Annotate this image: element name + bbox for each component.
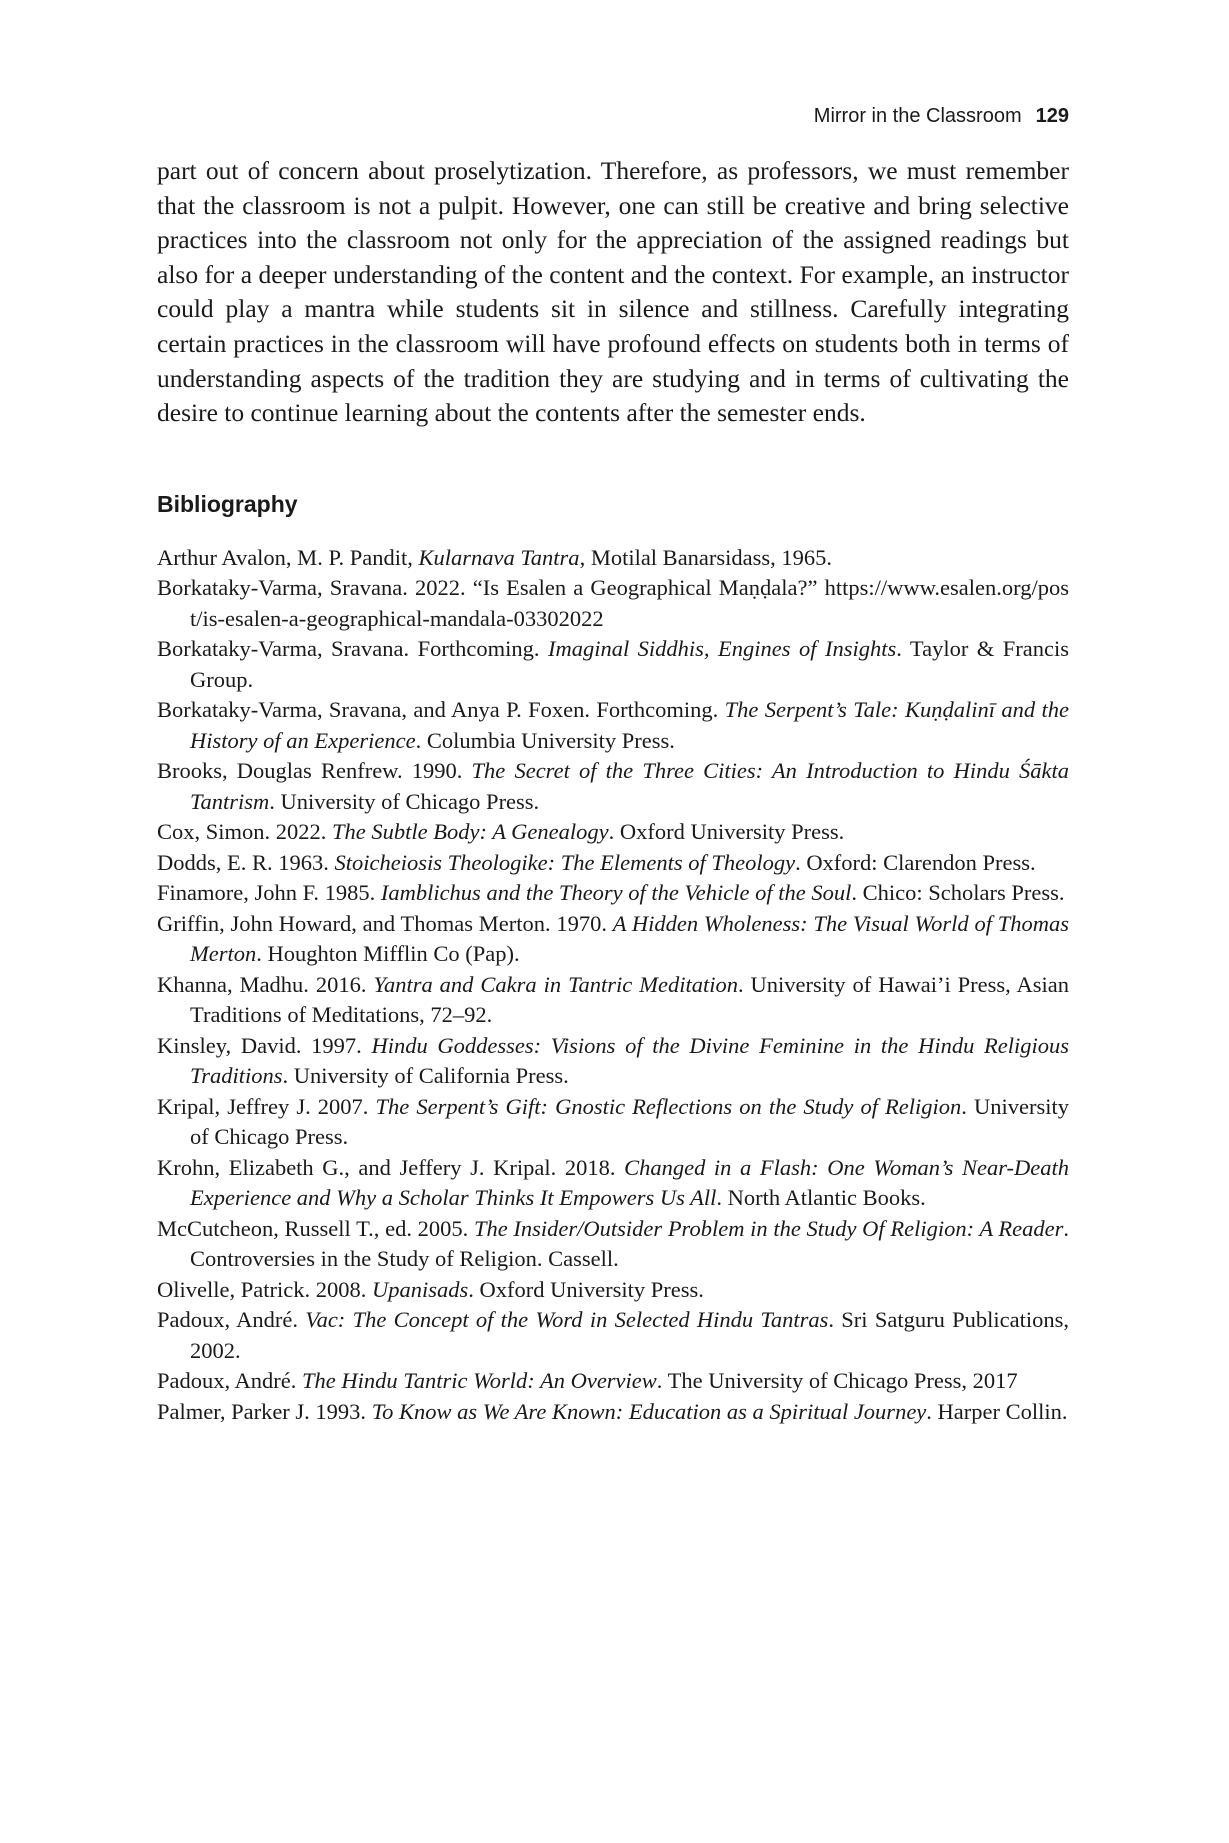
bibliography-entry: Dodds, E. R. 1963. Stoicheiosis Theologike: The Elements of Theology. Oxford: Clarendon Press. bbox=[157, 849, 1036, 875]
bibliography-entry: Brooks, Douglas Renfrew. 1990. The Secret of the Three Cities: An Introduction to Hindu Śākta Tantrism. University of Chicago Press. bbox=[157, 758, 1069, 814]
book-page bbox=[157, 104, 1069, 1427]
bibliography-entry: Griffin, John Howard, and Thomas Merton. 1970. A Hidden Wholeness: The Visual World of Thomas Merton. Houghton Mifflin Co (Pap). bbox=[157, 910, 1069, 967]
body-paragraph: part out of concern about proselytization. Therefore, as professors, we must remember that the classroom is not a pulpit. However, one can still be creative and bring selective practices into the classroom not only for the appreciation of the assigned readings but also for a deeper understanding of the content and the context. For example, an instructor could play a mantra while students sit in silence and stillness. Carefully integrating certain practices in the classroom will have profound effects on students both in terms of understanding aspects of the tradition they are studying and in terms of cultivating the desire to continue learning about the contents after the semester ends. bbox=[157, 156, 1069, 428]
bibliography-entry: Khanna, Madhu. 2016. Yantra and Cakra in Tantric Meditation. University of Hawai’i Press, Asian Traditions of Meditations, 72–92. bbox=[157, 971, 1070, 1028]
bibliography-entry: Palmer, Parker J. 1993. To Know as We Are Known: Education as a Spiritual Journey. Harper Collin. bbox=[157, 1398, 1068, 1424]
bibliography-entry: Borkataky-Varma, Sravana. 2022. “Is Esalen a Geographical Maṇḍala?” https://www.esalen.org/post/is-esalen-a-geographical-mandala-03302022 bbox=[157, 575, 1069, 631]
running-head bbox=[157, 104, 1069, 128]
bibliography-entry: Kinsley, David. 1997. Hindu Goddesses: Visions of the Divine Feminine in the Hindu Religious Traditions. University of California Press. bbox=[157, 1032, 1070, 1089]
bibliography-entry: Cox, Simon. 2022. The Subtle Body: A Genealogy. Oxford University Press. bbox=[157, 819, 845, 845]
bibliography-entry: Borkataky-Varma, Sravana. Forthcoming. Imaginal Siddhis, Engines of Insights. Taylor & Francis Group. bbox=[157, 636, 1069, 692]
bibliography-entry: Borkataky-Varma, Sravana, and Anya P. Foxen. Forthcoming. The Serpent’s Tale: Kuṇḍalinī and the History of an Experience. Columbia University Press. bbox=[157, 697, 1069, 753]
bibliography-entry: Arthur Avalon, M. P. Pandit, Kularnava Tantra, Motilal Banarsidass, 1965. bbox=[157, 544, 833, 570]
bibliography-heading: Bibliography bbox=[157, 490, 298, 517]
running-title: Mirror in the Classroom bbox=[813, 105, 1022, 127]
bibliography-entry: Olivelle, Patrick. 2008. Upanisads. Oxford University Press. bbox=[157, 1276, 704, 1302]
bibliography-entry: Krohn, Elizabeth G., and Jeffery J. Kripal. 2018. Changed in a Flash: One Woman’s Near-Death Experience and Why a Scholar Thinks It Empowers Us All. North Atlantic Books. bbox=[157, 1154, 1069, 1211]
bibliography-entry: McCutcheon, Russell T., ed. 2005. The Insider/Outsider Problem in the Study Of Religion: A Reader. Controversies in the Study of Religion. Cassell. bbox=[157, 1215, 1069, 1272]
bibliography-entry: Finamore, John F. 1985. Iamblichus and the Theory of the Vehicle of the Soul. Chico: Scholars Press. bbox=[157, 880, 1065, 906]
bibliography-entry: Padoux, André. Vac: The Concept of the Word in Selected Hindu Tantras. Sri Satguru Publications, 2002. bbox=[157, 1307, 1069, 1363]
bibliography-entry: Padoux, André. The Hindu Tantric World: An Overview. The University of Chicago Press, 2017 bbox=[157, 1368, 1018, 1394]
bibliography-entry: Kripal, Jeffrey J. 2007. The Serpent’s Gift: Gnostic Reflections on the Study of Religion. University of Chicago Press. bbox=[157, 1093, 1069, 1150]
page-number: 129 bbox=[1035, 105, 1069, 127]
bibliography-list bbox=[157, 543, 1069, 1428]
